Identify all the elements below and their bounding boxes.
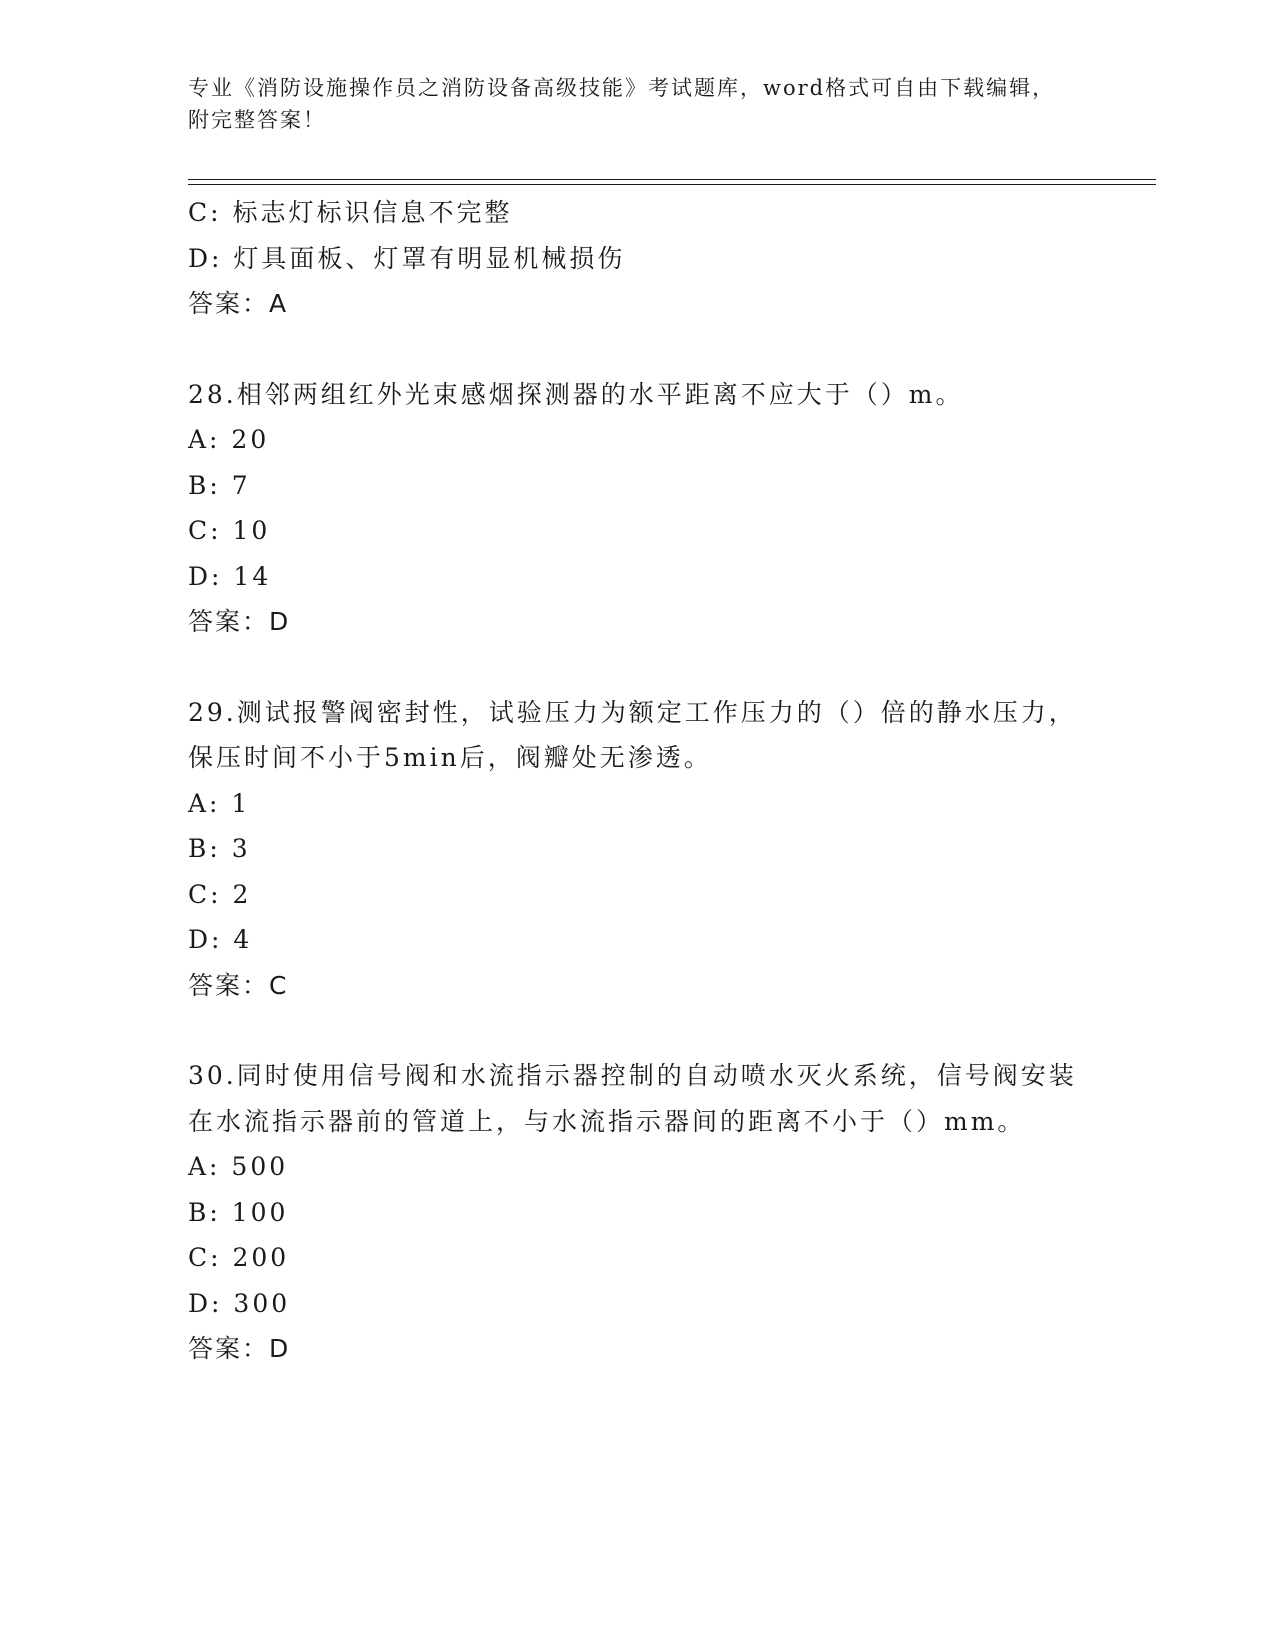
option-b: B: 100 [188, 1197, 289, 1227]
document-header: 专业《消防设施操作员之消防设备高级技能》考试题库，word格式可自由下载编辑，附完整答案！ [188, 76, 1056, 132]
spacer [188, 1008, 1088, 1053]
option-a: A: 1 [188, 788, 251, 818]
option-d: D: 灯具面板、灯罩有明显机械损伤 [188, 243, 626, 273]
question-27-continuation [188, 190, 1088, 327]
option-c: C: 10 [188, 516, 271, 545]
question-text: 29.测试报警阀密封性，试验压力为额定工作压力的（）倍的静水压力，保压时间不小于5min后，阀瓣处无渗透。 [188, 697, 1077, 772]
option-a: A: 20 [188, 425, 270, 454]
answer-label: 答案：A [188, 289, 289, 318]
option-c: C: 标志灯标识信息不完整 [188, 198, 513, 227]
spacer [188, 327, 1088, 372]
option-a: A: 500 [188, 1152, 289, 1181]
option-d: D: 4 [188, 925, 253, 954]
option-b: B: 3 [188, 834, 251, 863]
option-c: C: 2 [188, 879, 252, 909]
question-29 [188, 690, 1088, 1009]
answer-label: 答案：D [188, 607, 291, 636]
question-text: 30.同时使用信号阀和水流指示器控制的自动喷水灭火系统，信号阀安装在水流指示器前的管道上，与水流指示器间的距离不小于（）mm。 [188, 1061, 1077, 1136]
spacer [188, 645, 1088, 690]
question-list [188, 190, 1088, 1372]
question-text: 28.相邻两组红外光束感烟探测器的水平距离不应大于（）m。 [188, 379, 964, 409]
header-divider-bottom [188, 184, 1156, 185]
question-28 [188, 372, 1088, 645]
option-c: C: 200 [188, 1243, 290, 1272]
option-d: D: 14 [188, 561, 272, 591]
question-30 [188, 1053, 1088, 1372]
option-d: D: 300 [188, 1288, 291, 1318]
answer-label: 答案：D [188, 1334, 291, 1363]
header-divider-top [188, 179, 1156, 180]
option-b: B: 7 [188, 470, 251, 500]
answer-label: 答案：C [188, 970, 289, 1000]
